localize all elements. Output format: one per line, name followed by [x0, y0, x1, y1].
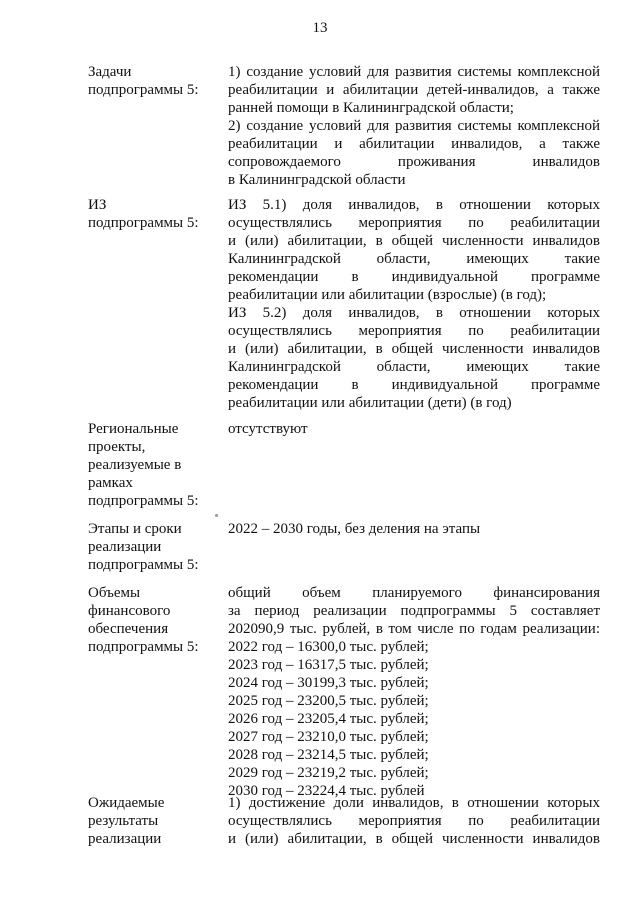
value-line: реабилитации или абилитации (дети) (в год) [228, 395, 512, 411]
row-value [228, 420, 600, 438]
value-line: реабилитации или абилитации (взрослые) (в год); [228, 287, 547, 303]
value-line: 2028 год – 23214,5 тыс. рублей; [228, 747, 429, 763]
value-line: ранней помощи в Калининградской области; [228, 100, 514, 116]
value-line: Калининградской области, имеющих такие [228, 359, 600, 375]
value-line: 2022 – 2030 годы, без деления на этапы [228, 521, 481, 537]
label-line: реализации [88, 539, 162, 555]
value-line: 2029 год – 23219,2 тыс. рублей; [228, 765, 429, 781]
label-line: реализуемые в [88, 457, 182, 473]
value-line: и (или) абилитации, в общей численности инвалидов [228, 233, 600, 249]
label-line: ИЗ [88, 197, 107, 213]
value-line: сопровождаемого проживания инвалидов [228, 154, 600, 170]
label-line: Ожидаемые [88, 795, 165, 811]
row-value [228, 794, 600, 848]
value-line: рекомендации в индивидуальной программе [228, 269, 600, 285]
row-value [228, 520, 600, 538]
row-label [88, 794, 218, 848]
label-line: результаты [88, 813, 159, 829]
row-label [88, 520, 218, 574]
value-line: и (или) абилитации, в общей численности инвалидов [228, 341, 600, 357]
value-line: ИЗ 5.2) доля инвалидов, в отношении которых [228, 305, 600, 321]
scan-speck [215, 514, 218, 517]
value-line: реабилитации и абилитации инвалидов, а также [228, 136, 600, 152]
value-line: ИЗ 5.1) доля инвалидов, в отношении которых [228, 197, 600, 213]
label-line: проекты, [88, 439, 146, 455]
value-line: общий объем планируемого финансирования [228, 585, 600, 601]
value-line: и (или) абилитации, в общей численности инвалидов [228, 831, 600, 847]
value-line: 2022 год – 16300,0 тыс. рублей; [228, 639, 429, 655]
value-line: осуществлялись мероприятия по реабилитации [228, 813, 600, 829]
value-line: Калининградской области, имеющих такие [228, 251, 600, 267]
value-line: 2025 год – 23200,5 тыс. рублей; [228, 693, 429, 709]
row-label [88, 196, 218, 232]
label-line: обеспечения [88, 621, 169, 637]
label-line: подпрограммы 5: [88, 215, 199, 231]
value-line: 2024 год – 30199,3 тыс. рублей; [228, 675, 429, 691]
row-value [228, 584, 600, 800]
value-line: осуществлялись мероприятия по реабилитации [228, 323, 600, 339]
row-value [228, 196, 600, 412]
label-line: подпрограммы 5: [88, 639, 199, 655]
value-line: 2026 год – 23205,4 тыс. рублей; [228, 711, 429, 727]
value-line: 2023 год – 16317,5 тыс. рублей; [228, 657, 429, 673]
label-line: Этапы и сроки [88, 521, 182, 537]
value-line: отсутствуют [228, 421, 308, 437]
label-line: финансового [88, 603, 171, 619]
label-line: подпрограммы 5: [88, 493, 199, 509]
row-label [88, 63, 218, 99]
value-line: осуществлялись мероприятия по реабилитации [228, 215, 600, 231]
label-line: Объемы [88, 585, 141, 601]
label-line: Задачи [88, 64, 132, 80]
row-value [228, 63, 600, 189]
label-line: Региональные [88, 421, 179, 437]
value-line: в Калининградской области [228, 172, 406, 188]
value-line: 2030 год – 23224,4 тыс. рублей [228, 783, 425, 799]
row-label [88, 584, 218, 656]
row-label [88, 420, 218, 510]
page-number: 13 [312, 20, 328, 36]
value-line: 1) достижение доли инвалидов, в отношении которых [228, 795, 600, 811]
value-line: 2027 год – 23210,0 тыс. рублей; [228, 729, 429, 745]
label-line: рамках [88, 475, 133, 491]
value-line: реабилитации и абилитации детей-инвалидов, а также [228, 82, 600, 98]
value-line: 202090,9 тыс. рублей, в том числе по годам реализации: [228, 621, 600, 637]
label-line: подпрограммы 5: [88, 82, 199, 98]
value-line: за период реализации подпрограммы 5 составляет [228, 603, 600, 619]
label-line: подпрограммы 5: [88, 557, 199, 573]
value-line: 1) создание условий для развития системы комплексной [228, 64, 600, 80]
label-line: реализации [88, 831, 162, 847]
value-line: рекомендации в индивидуальной программе [228, 377, 600, 393]
value-line: 2) создание условий для развития системы комплексной [228, 118, 600, 134]
